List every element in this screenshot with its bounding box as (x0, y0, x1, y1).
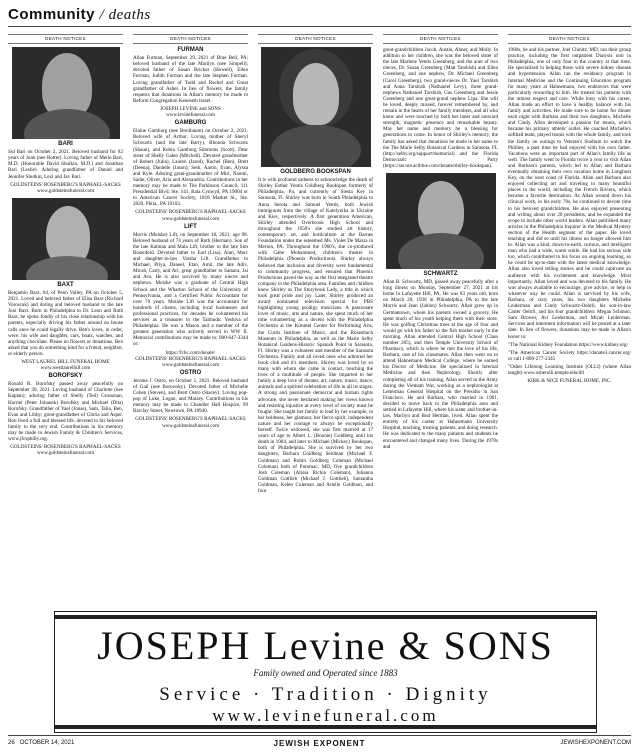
publication-site[interactable]: JEWISHEXPONENT.COM (560, 740, 631, 746)
funeral-home-link[interactable]: www.goldsteinsfuneral.com (161, 215, 220, 222)
donation-org[interactable]: "The American Cancer Society https://donate3.cancer.org/ or call 1-800-277-2345 (508, 349, 631, 362)
subsection-name: deaths (108, 7, 151, 23)
obit-name: BAXT (57, 281, 74, 288)
header-rule (8, 26, 631, 27)
funeral-home-advertisement[interactable] (54, 611, 597, 733)
ad-top-bar (55, 615, 596, 619)
funeral-home-link[interactable]: www.goldsteinsfuneral.com (36, 187, 95, 194)
photo-baxt (12, 198, 120, 280)
column-1 (8, 34, 123, 604)
obit-text: It is with profound sadness to acknowledge the death of Shirley Esther Yentis Goldberg Bookspan formerly of Philadelphia, Pa, and currently of Siesta Key in Sarasota, Fl. Shirley was born in South Philadelphia to Anna Serota and Samuel Yentis, both Jewish immigrants from the village of Katelynika in Ukraine and Kiev, respectively. A first generation American, Shirley attended Overbrook High School and throughout the 1950's she studied art history, contemporary art, and horticulture at the Barnes Foundation under the esteemed Ms. Violet De Mazia in Merion, PA. Throughout the 1960's, she co-produced with Gabe Mohammed, children's theater in Philadelphia (Phoenix Productions). Shirley always believed that inclusion and diversity were fundamental to community progress, and ensured that Phoenix Productions paved the way as the first integrated theatre company in the Philadelphia area. Families and children knew Shirley as The Storybook Lady, a title in which took great pride and joy. Later, Shirley produced an award nominated television special for PBS highlighting young prodigy musicians. A passionate lover of music, arts and nature, she spent much of her time volunteering as a docent with the Philadelphia Orchestra at the Kimmel Center for Performing Arts, the Curtis Institute of Music, and the Rosenbach Museum in Philadelphia, as well as the Marie Selby Botanical Gardens-Historic Spanish Point in Sarasota, Fl. Shirley was a volunteer and member of the Sarasota Orchestra. Family and all loved ones who admired her book club and it's members. Shirley was loved by so many with whom she came in contact, touching the lives of a multitude of people. She imparted to her family a deep love of theater, art, nature, music, dance, animals and a spirited celebration of life in all its stages. A strong and passionate democrat and human rights advocate, she never hesitated making her views known and resisting injustice at every level of society must be fought. She taught her family to lead by her example, in her boldness, her glamour, her fierce spirit, independent nature and her courage to always be exceptionally herself. Twice widowed, she was first married at 17 years of age to Albert L. (Boonie) Goldberg until his death in 1984, and later to Michael (Mickey) Bookspan, both of Philadelphia. She is survived by her two daughters, Barbara Goldberg Seidman (Michael F. Goldman) and Robin Goldberg Coleman (Michael Coleman) both of Potomac, MD, five grandchildren Josh Coleman (Alissa Richin Coleman), Julianna Goldman Gottlieb (Michael J. Gottlieb), Samantha Goldman, Kelen Coleman and Arielle Goldman, and four (258, 177, 373, 494)
photo-schwartz (386, 173, 496, 269)
column-2 (133, 34, 248, 604)
ad-logo-name: JOSEPH Levine & SONS (97, 623, 554, 668)
funeral-home: JOSEPH LEVINE and SONS (160, 105, 221, 112)
section-title: Community / deaths (8, 6, 151, 23)
funeral-home: GOLDSTEINS' ROSENBERG'S RAPHAEL-SACKS (135, 355, 246, 362)
death-notices-label: DEATH NOTICES (258, 34, 373, 44)
funeral-home: GOLDSTEINS' ROSENBERG'S RAPHAEL-SACKS (10, 181, 121, 188)
funeral-home: KIRK & NICE FUNERAL HOME, INC. (527, 378, 612, 385)
death-notices-label: DEATH NOTICES (8, 34, 123, 44)
page-footer (8, 738, 631, 750)
column-4 (383, 34, 498, 604)
donation-org[interactable]: "The National Kidney Foundation https://www.kidney.org/ (508, 341, 628, 348)
funeral-home: GOLDSTEINS' ROSENBERG'S RAPHAEL-SACKS (135, 209, 246, 216)
death-notices-label: DEATH NOTICES (133, 34, 248, 44)
obit-text: Elaine Gamburg (nee Breitbaum) on October 2, 2021. Beloved wife of Arthur. Loving mother of Sheryl Schwartz (and the late Barry), Rhonda Schwartz (Shaun), and Robin Gamburg Simmons (Scott). Dear sister of Shelly Galen (Mitchell). Devoted grandmother of Robert (Julia), Lauren (Jared), Rachel (Ben), Brett (Deena), Danielle (Jason), Seth, Aaron, Evan, Alyssa and Kyle. Adoring great-grandmother of Miri, Naomi, Sadie, Oliver, Aria and Alexandria. Contributions in her memory may be made to The Parkinson Council, 111 Presidential Blvd, Ste. 141, Bala Cynwyd, PA 19004 or to American Cancer Society, 1818 Market St., Ste. 2820, Phila., PA 19103. (133, 128, 248, 208)
obit-text: great-grandchildren Jacob, Austin, Abner, and Molly. In addition to her children, she was the beloved sister of the late Marlene Yentis Greenberg, and the aunt of two nieces, Dr. Susan Greenberg (Matt Tarshish) and Ellen Greenberg, and one nephew, Dr. Michael Greenberg (Carol Greenberg), two grand-nieces Dr. Yael Tarshish and Anna Tarshish (Nathaniel Levy), three grand-nephews Nathaniel Tarshish, Gus Greenberg and Jessie Greenberg and one great-grand nephew Lipa. She will be loved, deeply missed, forever remembered by, and remain in the hearts of her family members, and all who knew and were touched by both her inner and outward strength, magnetic presence and remarkable beauty. May her name and memory be a blessing for generations to come. In honor of Shirley's memory, the family has asked that donations be made in her name to the The Marie Selby Botanical Gardens in Sarasota, FL (http://selby.org/support/memorial) and the Florida Democratic Party (https://secure.actblue.com/donate/shirley-bookspan). (383, 47, 498, 169)
obit-name: BARI (58, 141, 73, 148)
funeral-home: GOLDSTEINS' ROSENBERG'S RAPHAEL-SACKS (135, 416, 246, 423)
issue-date: OCTOBER 14, 2021 (19, 740, 75, 746)
page-number: 26 (8, 740, 15, 746)
donation-org[interactable]: "Osher Lifelong Learning Institute (OLLI) (where Allan taught) www.osherolli.temple.edu/dll (508, 363, 631, 376)
obit-text: 1980s, he and his partner, Joel Chinitz, MD, ran their group practice, including the first outpatient Dialysis unit in Philadelphia, one of only four in the country at that time. He specialized in helping those with severe kidney disease and hypertension. Allan ran the residency program in Internal Medicine and the Continuing Education program for many years at Hahnemann, two endeavors that were particularly rewarding to him. He treated his patients with the utmost respect and care. While busy with his career, Allan made an effort to have a healthy balance with his family and activities. He made sure to be home for dinner each night with Barbara and their two daughters, Michelle and Cindy. Allan developed a passion for tennis, which became his primary athletic outlet. He coached Michelle's softball team, played tennis with the whole family, and took the family on outings to Veteran's Stadium to watch the Phillies, a past time he had enjoyed with his own father. Vacations were an important part of Allan's family life as well. The family went to Florida twice a year to visit Allan and Barbara's parents, which led to Allan and Barbara eventually obtaining their own vacation home in Longboat Key, on the west coast of Florida. Allan and Barbara also enjoyed collecting art and traveling to many beautiful places in the world, including the French Riviera, which became a favorite destination. As Allan wound down his clinical work, in his early 70s, he continued to devote time to his beloved grandchildren. He also enjoyed presenting and writing about over 20 presidents, and he expanded the scope to include other world leaders. Allan published many articles in the Philadelphia Inquirer in the Medical Mystery section of the Health segment of the paper. He loved teaching and did so until his illness no longer allowed him to. Allan was a kind, down-to-earth, curious, and intelligent man who had a wide, warm smile. He had his serious side too, which contributed to his focus on ongoing learning, so he could be up-to-date with the latest medical knowledge. Allan also loved telling stories and he could captivate an audience with his excitement and knowledge. Most importantly, Allan loved and was devoted to his family. He was always available to encourage, give advice, or help in whatever way he could. Allan is survived by his wife, Barbara, of sixty years, his two daughters Michelle Leiderman and Cindy Schwartz-Oehrli, his son-in-law Carter Oehrli, and his four grandchildren: Megan Schmon, Sam Brower, Avi Leiderman, and Micah Leiderman. Services and interment information will be posted at a later date. In lieu of flowers, donations may be made in Allan's honor to: (508, 47, 631, 340)
obit-name: BOROFSKY (48, 373, 83, 380)
ad-tagline: Family owned and Operated since 1883 (253, 668, 398, 678)
obit-text: Jerome J. Ostro, on October 1, 2021. Beloved husband of Gail (nee Borowsky). Devoted father of Michelle Cohen (Steven), and Brett Ostro (Stacey). Loving pop-pop of Luke, Logan, and Maizey. Contributions in his memory may be made to Chandler Hall Hospice, 99 Barclay Street, Newtown, PA 18940. (133, 377, 248, 415)
ad-bottom-bar (55, 725, 596, 729)
funeral-home: WEST LAUREL HILL FUNERAL HOME (21, 358, 110, 365)
obit-name: LIFT (184, 223, 197, 230)
obit-text: Allan Furman, September 29, 2021 of Blue Bell, PA; beloved husband of the late Marilyn (nee Simpell); devoted father of Susan Bricker (Howell), Ellen Furman, Judith Furman and the late Stephen Furman. Loving grandfather of Todd and Rachel and Great grandfather of Asher. In lieu of flowers, the family requests that donations in Allan's memory be made to Reform Congregation Keneseth Israel. (133, 55, 248, 104)
footer-rule (8, 735, 631, 736)
death-notices-label: DEATH NOTICES (508, 34, 631, 44)
funeral-home-link[interactable]: www.goldsteinsfuneral.com (36, 450, 95, 457)
funeral-home-link[interactable]: www.goldsteinsfuneral.com (161, 422, 220, 429)
ad-website[interactable]: www.levinefuneral.com (212, 706, 439, 725)
photo-goldberg-bookspan (261, 47, 371, 167)
obit-name: SCHWARTZ (423, 270, 458, 277)
photo-bari (12, 47, 120, 139)
death-notices-label: DEATH NOTICES (383, 34, 498, 44)
page-header (8, 4, 631, 26)
funeral-home-link[interactable]: www.westlaurelhill.com (40, 365, 91, 372)
obit-text: Benjamin Baxt, 84, of Penn Valley, PA on October 5, 2021. Loved and beloved father of Elisa Baxt (Richard Voroscak) and doting and beloved husband to the late Joni Baxt. Born in Philadelphia to Dr. Leon and Ruth Baxt, he spoke fondly of his close relationship with his parents, especially driving his father around on house calls once he could legally drive. Ben's loves, in order, were: his wife and daughter, cars, boats, watches, and anything chocolate. Please no flowers or donations. Ben asked that you do something kind for a friend, neighbor, or elderly person. (8, 289, 123, 357)
obit-name: FURMAN (177, 47, 204, 54)
obit-name: OSTRO (179, 369, 202, 376)
funeral-home-link[interactable]: www.goldsteinsfuneral.com (161, 361, 220, 368)
column-5 (508, 34, 631, 604)
column-3 (258, 34, 373, 604)
obit-text: Sid Bari on October 2, 2021. Beloved husband for 82 years of Joan (nee Rotter). Loving father of Merle Bari, M.D. (Honorable David Shulkin, M.D.) and Jonathan Bari (Leslie). Adoring grandfather of Daniel and Jennifer Shulkin, Lexi and Jax Bari. (8, 149, 123, 180)
obit-name: GAMBURG (174, 120, 207, 127)
donation-link[interactable]: https://fcbc.com/donate/ (165, 349, 216, 356)
obit-text: Allan B. Schwartz, MD, passed away peacefully after a long illness on Monday, September 27, 2021 at his home in Lafayette Hill, PA. He was 83 years old, born on March 20, 1938 in Philadelphia, PA to the late Morris and Jean (Jablon) Schwartz. Allan grew up in Germantown, where his parents owned a grocery. He spent much of his youth helping them with their store. He was golfing Christmas trees at the age of four and would go with his father to the fish market early in the morning. Allan attended Central High School (Class number 205), and then Temple University School of Pharmacy, which is where he met the love of his life, Barbara, one of his classmates. Allan then went on to attend Hahnemann Medical College, where he earned his Doctor of Medicine. He specialized in Internal Medicine and then Nephrology. Shortly after completing all of his training, Allan served in the Army during the Vietnam War, working as a nephrologist at Letterman General Hospital on the Presidio in San Francisco. He and Barbara, who married in 1961, decided to move back to the Philadelphia area and settled in Lafayette Hill, where his sister and brother-in-law, Marilyn and Bud Herman, lived. Allan spent the entirety of his career at Hahnemann University Hospital, teaching, treating patients, and doing research. He was dedicated to the many patients and students he encountered and changed many lives. During the 1970s and (383, 279, 498, 450)
section-name: Community (8, 6, 95, 23)
funeral-home-link[interactable]: www.levinefuneral.com (166, 112, 215, 119)
obit-text: Ronald R. Borofsky passed away peacefully on September 30, 2021. Loving husband of Charlotte (nee Kaplan); adoring father of Shelly (Ted) Grossman, Harriet (Peter Johanek) Borofsky and Michael (Dita) Borofsky. Grandfather of Yael (Jonas), Sam, Talia, Ben, Evan and Libby; great-grandfather of Gloria and Asper. Ron lived a full and blessed life, devoted to his beloved family to the very end. Contributions in his memory may be made to Jewish Family & Children's Services, www.jfcsphilly.org. (8, 381, 123, 443)
funeral-home: GOLDSTEINS' ROSENBERG'S RAPHAEL-SACKS (10, 444, 121, 451)
ad-services: Service · Tradition · Dignity (159, 684, 492, 705)
publication-name: JEWISH EXPONENT (273, 739, 366, 748)
obit-name: GOLDBERG BOOKSPAN (280, 169, 351, 176)
obit-text: Morris (Moishe) Lift, on September 18, 2021, age 98. Beloved husband of 74 years of Ruth (Herman). Son of the late Kalman and Mala Lift, brother to the late Sim Rosenfeld. Devoted father to Earl (Lisa), Alan, Marc and daughter-in-law Varsha Lift. Grandfather to Michael, Priya, Daneel, Etan, Amit, the late Adiv, Micah, Carly, and Ari; great grandfather to Samara, Jai and Ava. He is also survived by many nieces and nephews. Moishe was a graduate of Central High School and the Wharton School of the University of Pennsylvania, and a Certified Public Accountant for over 70 years. Moishe Lift was the accountant for hundreds of clients, including local businesses and professional practices, for decades he volunteered his services as a treasurer to the Talmudic Yeshiva of Philadelphia. He was a Mason and a member of the greatest generation who actively served in WW II. Memorial contributions may be made to: 800-647-3344 or: (133, 231, 248, 348)
